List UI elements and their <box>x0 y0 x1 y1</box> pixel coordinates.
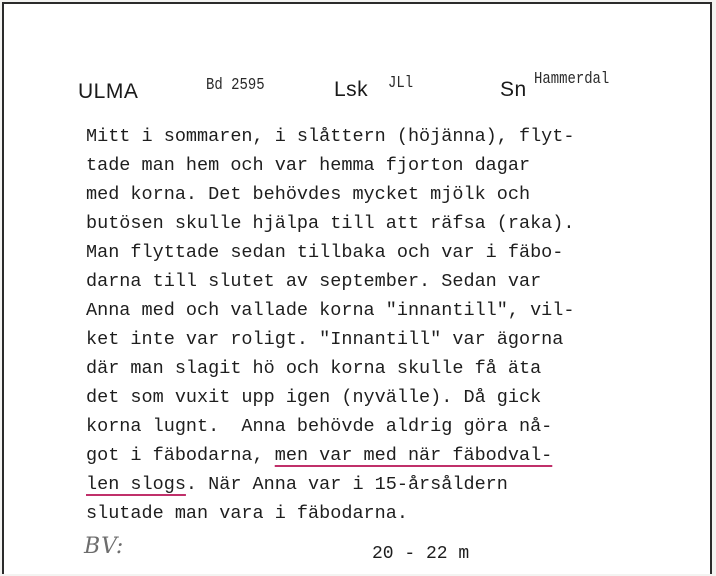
handwritten-mark: BV: <box>84 534 125 559</box>
body-line: butösen skulle hjälpa till att räfsa (raka). <box>86 213 575 234</box>
lsk-label: Lsk <box>334 78 369 101</box>
underlined-phrase-continued: len slogs <box>86 474 186 495</box>
body-line-text: . När Anna var i 15-årsåldern <box>185 474 508 495</box>
body-line: darna till slutet av september. Sedan var <box>86 271 542 292</box>
body-line: Mitt i sommaren, i slåttern (höjänna), flyt- <box>86 126 575 147</box>
body-line: slutade man vara i fäbodarna. <box>86 503 408 524</box>
sn-value <box>534 70 626 89</box>
page-range: 20 - 22 m <box>372 544 470 564</box>
ulma-label: ULMA <box>78 80 139 103</box>
body-line: korna lugnt. Anna behövde aldrig göra nå- <box>86 416 553 437</box>
body-line: det som vuxit upp igen (nyvälle). Då gick <box>86 387 542 408</box>
transcription-body <box>86 122 686 528</box>
body-line: ket inte var roligt. "Innantill" var ägorna <box>86 329 564 350</box>
bd-number <box>206 76 277 95</box>
archive-card <box>2 2 712 574</box>
body-line: med korna. Det behövdes mycket mjölk och <box>86 184 531 205</box>
body-line: Anna med och vallade korna "innantill", vil- <box>86 300 575 321</box>
body-line-text: got i fäbodarna, <box>86 445 275 466</box>
body-line: tade man hem och var hemma fjorton dagar <box>86 155 531 176</box>
body-line <box>86 470 686 499</box>
lsk-value-text: JLl <box>388 74 414 93</box>
bd-number-text: Bd 2595 <box>206 76 265 95</box>
underlined-phrase: men var med när fäbodval- <box>274 445 553 466</box>
body-line: Man flyttade sedan tillbaka och var i fäbo- <box>86 242 564 263</box>
sn-label: Sn <box>500 78 527 101</box>
sn-value-text: Hammerdal <box>534 70 610 89</box>
body-line <box>86 441 686 470</box>
lsk-value <box>388 74 419 93</box>
body-line: där man slagit hö och korna skulle få äta <box>86 358 542 379</box>
